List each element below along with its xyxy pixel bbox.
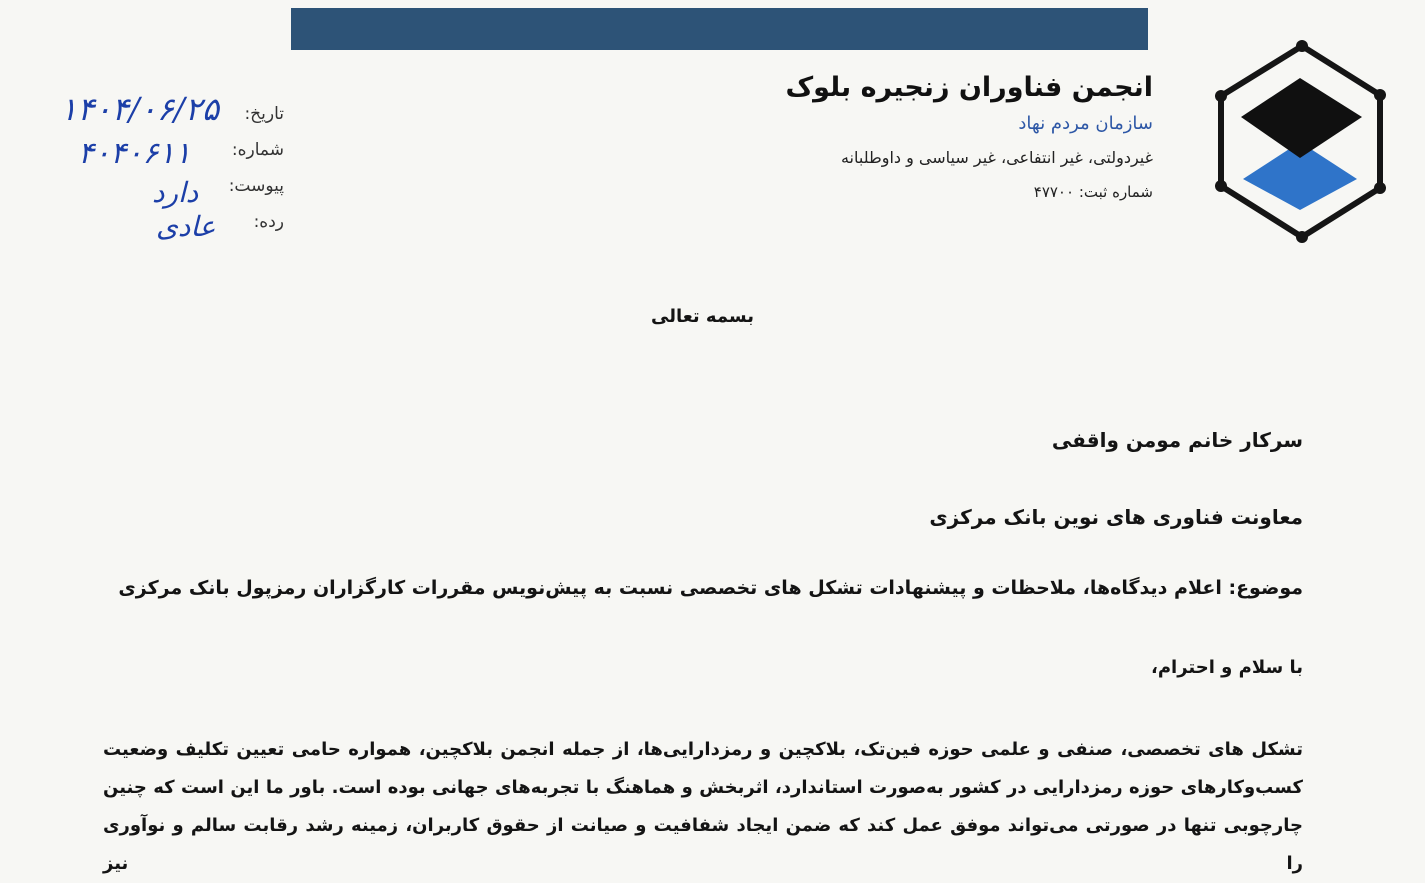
handwritten-attachment: دارد — [152, 176, 199, 209]
body-line: چارچوبی تنها در صورتی می‌تواند موفق عمل کند که ضمن ایجاد شفافیت و صیانت از حقوق کاربران، زمینه رشد رقابت سالم و نوآوری را نیز — [103, 815, 1303, 874]
body-line: کسب‌وکارهای حوزه رمزدارایی در کشور به‌صورت استاندارد، اثربخش و هماهنگ با تجربه‌های جهانی بوده است. باور ما این است که چنین — [103, 777, 1303, 798]
organization-name: انجمن فناوران زنجیره بلوک — [785, 72, 1153, 103]
letterhead-text — [673, 70, 1153, 201]
handwritten-number: ۴۰۴۰۶۱۱ — [78, 136, 191, 171]
handwritten-date: ۱۴۰۴/۰۶/۲۵ — [60, 90, 220, 128]
organization-type: سازمان مردم نهاد — [1018, 113, 1153, 134]
date-label: تاریخ: — [244, 104, 284, 124]
bismillah-heading: بسمه تعالی — [651, 306, 754, 327]
attachment-label: پیوست: — [228, 176, 284, 196]
recipient-department: معاونت فناوری های نوین بانک مرکزی — [929, 505, 1303, 529]
organization-description: غیردولتی، غیر انتفاعی، غیر سیاسی و داوطلبانه — [840, 148, 1153, 167]
classification-label: رده: — [253, 212, 284, 232]
number-label: شماره: — [231, 140, 284, 160]
hexagon-logo-icon — [1207, 38, 1397, 248]
letter-subject: موضوع: اعلام دیدگاه‌ها، ملاحظات و پیشنهادات تشکل های تخصصی نسبت به پیش‌نویس مقررات کارگزاران رمزپول بانک مرکزی — [118, 577, 1303, 599]
body-line: تشکل های تخصصی، صنفی و علمی حوزه فین‌تک، بلاکچین و رمزدارایی‌ها، از جمله انجمن بلاکچین، همواره حامی تعیین تکلیف وضعیت — [103, 739, 1303, 760]
letter-meta-block — [60, 90, 290, 256]
letter-body — [103, 731, 1303, 883]
greeting: با سلام و احترام، — [1151, 657, 1303, 678]
letterhead-top-bar — [291, 8, 1148, 50]
recipient-name: سرکار خانم مومن واقفی — [1051, 428, 1303, 452]
handwritten-classification: عادی — [156, 210, 216, 243]
registration-number: شماره ثبت: ۴۷۷۰۰ — [1033, 183, 1153, 201]
